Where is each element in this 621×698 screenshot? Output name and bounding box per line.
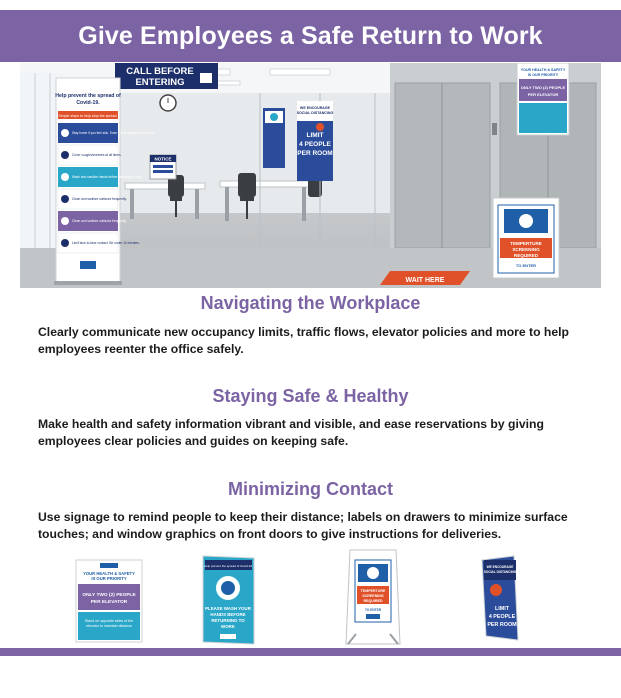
handwash-line-2: PLEASE WASH YOUR xyxy=(205,606,251,611)
glass-door-sign xyxy=(263,108,285,168)
limit-sign-line-4: 4 PEOPLE xyxy=(299,141,331,148)
aframe-line-3: REQUIRED xyxy=(513,253,539,258)
aframe-product-line-1: TEMPERTURE xyxy=(360,589,386,593)
elevator-sign-line-4: PER ELEVATOR xyxy=(527,92,559,97)
banner-title-2: Covid-19. xyxy=(76,100,100,106)
section-body-line: employees reenter the office safely. xyxy=(38,342,244,356)
section-body-line: employees clear policies and guides on keeping safe. xyxy=(38,434,349,448)
section-body-minimizing-contact xyxy=(38,509,598,543)
section-body-safe-healthy xyxy=(38,416,598,450)
temperature-screening-aframe xyxy=(493,198,559,278)
elevator-sign-line-2: IS OUR PRIORITY xyxy=(527,73,559,77)
top-rule xyxy=(0,0,621,10)
banner-step-6: Limit face-to-face contact. Be under 10 minutes. xyxy=(72,241,140,245)
office-illustration xyxy=(20,63,601,288)
limit-sign-line-2: SOCIAL DISTANCING xyxy=(296,111,334,115)
banner-step-3: Wash and sanitize hands before returning to work. xyxy=(72,175,143,179)
hero-office-image xyxy=(20,63,601,288)
aframe-product-line-3: REQUIRED xyxy=(363,599,383,603)
section-title-navigating: Navigating the Workplace xyxy=(200,293,421,313)
handwash-line-5: WORK xyxy=(221,624,235,629)
elevator-poster-line-5: Stand on opposite sides of the xyxy=(84,619,134,623)
product-handwash-poster xyxy=(203,556,254,644)
handwash-line-1: Help prevent the spread of Covid-19 xyxy=(203,564,253,568)
elevator-sign-line-3: ONLY TWO (2) PEOPLE xyxy=(520,85,566,90)
product-elevator-poster xyxy=(76,560,142,642)
banner-title-1: Help prevent the spread of xyxy=(55,93,121,99)
banner-step-5: Clean and sanitize surfaces frequently. xyxy=(72,219,127,223)
call-before-entering-sign xyxy=(115,63,218,89)
limit-sign-line-3: LIMIT xyxy=(306,132,324,139)
limit-sign-line-1: WE ENCOURAGE xyxy=(299,106,331,110)
elevator-poster-line-4: PER ELEVATOR xyxy=(90,600,128,605)
section-body-line: Use signage to remind people to keep their distance; labels on drawers to minimize surface xyxy=(38,510,568,524)
notice-desk-sign xyxy=(150,155,176,179)
section-title-safe-healthy: Staying Safe & Healthy xyxy=(212,386,409,406)
distancing-line-4: 4 PEOPLE xyxy=(488,614,516,620)
elevator-poster-line-1: YOUR HEALTH & SAFETY xyxy=(83,571,135,576)
product-aframe-sign xyxy=(346,550,400,644)
aframe-product-line-2: SCREENING xyxy=(362,594,384,598)
elevator-poster-line-2: IS OUR PRIORITY xyxy=(91,576,127,581)
distancing-line-3: LIMIT xyxy=(494,606,510,612)
elevator-wall-sign xyxy=(517,63,569,135)
wait-here-floor-decal xyxy=(380,271,470,285)
section-body-line: Make health and safety information vibrant and visible, and ease reservations by giving xyxy=(38,417,544,431)
product-thumbnails xyxy=(0,548,621,648)
notice-label: NOTICE xyxy=(154,156,172,162)
banner-step-1: Stay home if you feel sick. Even if your symptoms are mild. xyxy=(72,131,156,135)
section-body-line: Clearly communicate new occupancy limits, traffic flows, elevator policies and more to help xyxy=(38,325,569,339)
distancing-line-1: WE ENCOURAGE xyxy=(486,565,514,569)
banner-subtitle: Simple steps to help stop the spread. xyxy=(58,114,118,118)
product-distancing-banner xyxy=(482,556,518,640)
aframe-line-1: TEMPERTURE xyxy=(510,241,542,246)
section-body-line: touches; and window graphics on front doors to give instructions for deliveries. xyxy=(38,527,502,541)
section-body-navigating xyxy=(38,324,598,358)
page-title: Give Employees a Safe Return to Work xyxy=(78,21,543,50)
product-row xyxy=(0,548,621,648)
distancing-line-2: SOCIAL DISTANCING xyxy=(483,570,517,574)
distancing-line-5: PER ROOM xyxy=(487,622,517,628)
section-title-minimizing-contact: Minimizing Contact xyxy=(228,479,393,499)
call-sign-line-2: ENTERING xyxy=(135,77,185,88)
aframe-line-2: SCREENING xyxy=(512,247,540,252)
banner-step-2: Cover coughs/sneezes at all times. xyxy=(72,153,122,157)
call-sign-line-1: CALL BEFORE xyxy=(126,66,194,77)
footer-band xyxy=(0,648,621,656)
limit-people-sign xyxy=(297,101,334,181)
handwash-line-3: HANDS BEFORE xyxy=(210,612,246,617)
header-band xyxy=(0,10,621,62)
aframe-product-line-4: TO ENTER xyxy=(364,608,382,612)
aframe-line-4: TO ENTER xyxy=(515,263,537,268)
handwash-line-4: RETURNING TO xyxy=(211,618,245,623)
limit-sign-line-5: PER ROOM xyxy=(297,150,333,157)
elevator-sign-line-1: YOUR HEALTH & SAFETY xyxy=(520,68,566,72)
elevator-poster-line-6: elevator to maintain distance xyxy=(86,624,132,628)
floor-decal-text: WAIT HERE xyxy=(405,277,445,284)
elevator-poster-line-3: ONLY TWO (2) PEOPLE xyxy=(82,593,136,598)
banner-step-4: Clean and sanitize surfaces frequently. xyxy=(72,197,127,201)
